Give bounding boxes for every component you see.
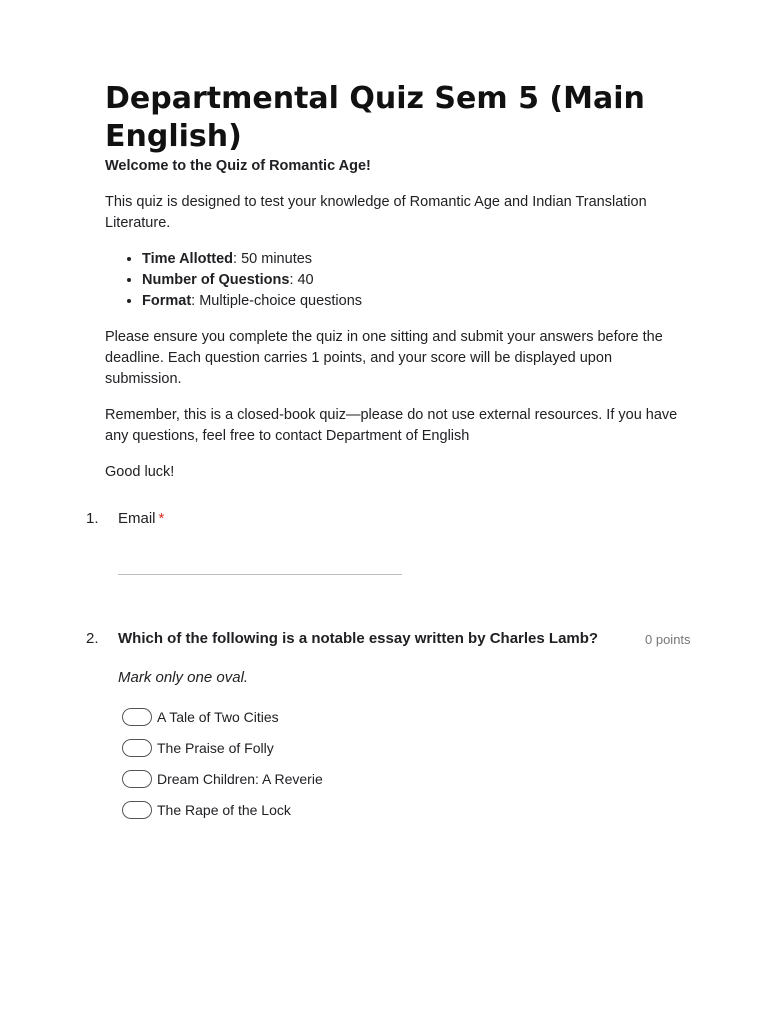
option-label: The Rape of the Lock bbox=[157, 802, 291, 818]
detail-item-format bbox=[142, 291, 685, 312]
option-the-rape-of-the-lock[interactable] bbox=[122, 800, 382, 822]
welcome-heading: Welcome to the Quiz of Romantic Age! bbox=[105, 158, 371, 174]
option-a-tale-of-two-cities[interactable] bbox=[122, 707, 382, 729]
option-label: A Tale of Two Cities bbox=[157, 709, 279, 725]
description-text: This quiz is designed to test your knowledge of Romantic Age and Indian Translation Literature. bbox=[105, 194, 647, 231]
detail-item-time bbox=[142, 249, 685, 270]
detail-value: : 50 minutes bbox=[233, 251, 313, 267]
question-title bbox=[118, 510, 658, 527]
detail-label: Format bbox=[142, 293, 192, 309]
detail-item-questions bbox=[142, 270, 685, 291]
email-input[interactable] bbox=[118, 574, 402, 575]
question-number: 1. bbox=[86, 510, 99, 527]
question-hint: Mark only one oval. bbox=[118, 669, 249, 686]
detail-label: Number of Questions bbox=[142, 272, 290, 288]
detail-value: : Multiple-choice questions bbox=[191, 293, 363, 309]
question-title-text: Email bbox=[118, 510, 156, 527]
option-dream-children[interactable] bbox=[122, 769, 382, 791]
option-the-praise-of-folly[interactable] bbox=[122, 738, 382, 760]
question-title: Which of the following is a notable essay written by Charles Lamb? bbox=[118, 630, 599, 647]
question-points: 0 points bbox=[645, 632, 691, 647]
instructions-text: Please ensure you complete the quiz in one sitting and submit your answers before the deadline. Each question carries 1 points, and your score will be displayed upon submission. bbox=[105, 329, 663, 387]
form-title: Departmental Quiz Sem 5 (Main English) bbox=[105, 81, 645, 154]
option-label: The Praise of Folly bbox=[157, 740, 274, 756]
detail-value: : 40 bbox=[289, 272, 314, 288]
details-list bbox=[105, 249, 685, 312]
question-number: 2. bbox=[86, 630, 99, 647]
closing-text: Good luck! bbox=[105, 464, 175, 480]
radio-oval[interactable] bbox=[122, 739, 152, 757]
reminder-text: Remember, this is a closed-book quiz—please do not use external resources. If you have any questions, feel free to contact Department of English bbox=[105, 407, 678, 444]
radio-oval[interactable] bbox=[122, 801, 152, 819]
detail-label: Time Allotted bbox=[142, 251, 234, 267]
required-asterisk: * bbox=[158, 510, 165, 527]
option-label: Dream Children: A Reverie bbox=[157, 771, 323, 787]
radio-oval[interactable] bbox=[122, 708, 152, 726]
form-description bbox=[105, 156, 685, 498]
radio-oval[interactable] bbox=[122, 770, 152, 788]
